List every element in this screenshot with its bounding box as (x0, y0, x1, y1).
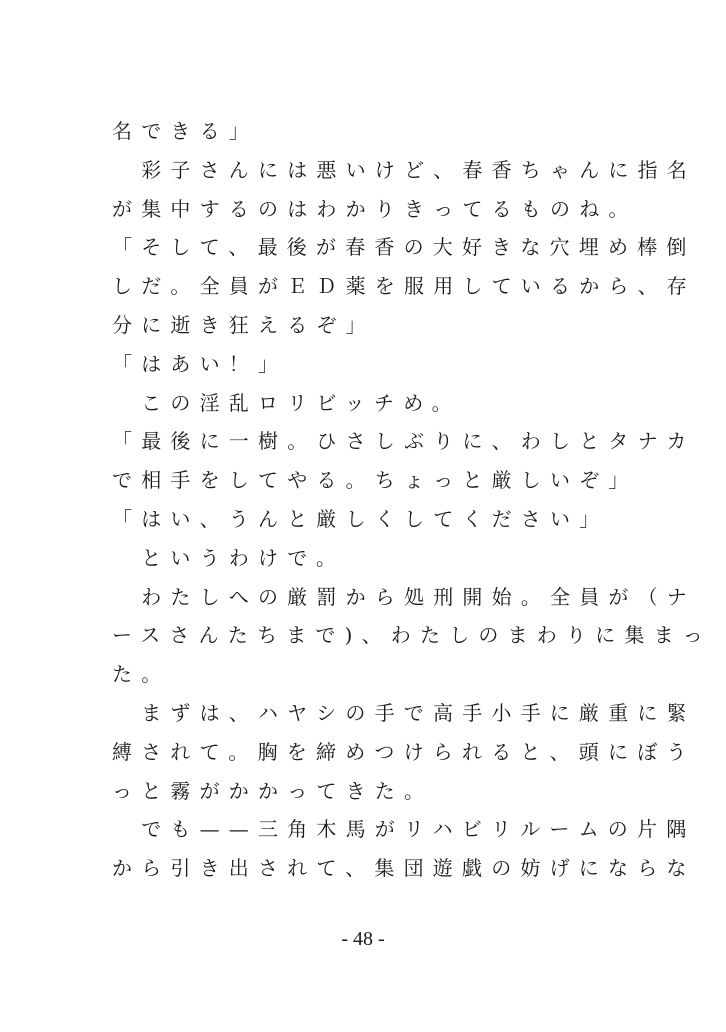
text-line: この淫乱ロリビッチめ。 (112, 390, 461, 415)
text-line: 「はい、うんと厳しくしてください」 (112, 506, 609, 531)
text-line: 「最後に一樹。ひさしぶりに、わしとタナカ (112, 429, 696, 454)
text-line: ースさんたちまで)、わたしのまわりに集まっ (112, 623, 713, 648)
body-text (112, 112, 713, 888)
text-line: っと霧がかかってきた。 (112, 778, 434, 803)
text-line: が集中するのはわかりきってるものね。 (112, 196, 638, 221)
text-line: まずは、ハヤシの手で高手小手に厳重に緊 (112, 700, 696, 725)
text-line: 「そして、最後が春香の大好きな穴埋め棒倒 (112, 235, 696, 260)
text-line: わたしへの厳罰から処刑開始。全員が（ナ (112, 584, 696, 609)
text-line: 「はあい！」 (112, 351, 288, 376)
text-line: 彩子さんには悪いけど、春香ちゃんに指名 (112, 157, 696, 182)
text-line: で相手をしてやる。ちょっと厳しいぞ」 (112, 468, 638, 493)
text-line: 縛されて。胸を締めつけられると、頭にぼう (112, 739, 696, 764)
page-number: - 48 - (341, 928, 385, 950)
text-line: しだ。全員がＥＤ薬を服用しているから、存 (112, 274, 696, 299)
text-line: 名できる」 (112, 119, 258, 143)
text-line: 分に逝き狂えるぞ」 (112, 312, 375, 337)
text-line: から引き出されて、集団遊戯の妨げにならな (112, 856, 696, 881)
text-line: でも——三角木馬がリハビリルームの片隅 (112, 817, 696, 842)
text-line: た。 (112, 662, 171, 687)
text-line: というわけで。 (112, 545, 346, 570)
